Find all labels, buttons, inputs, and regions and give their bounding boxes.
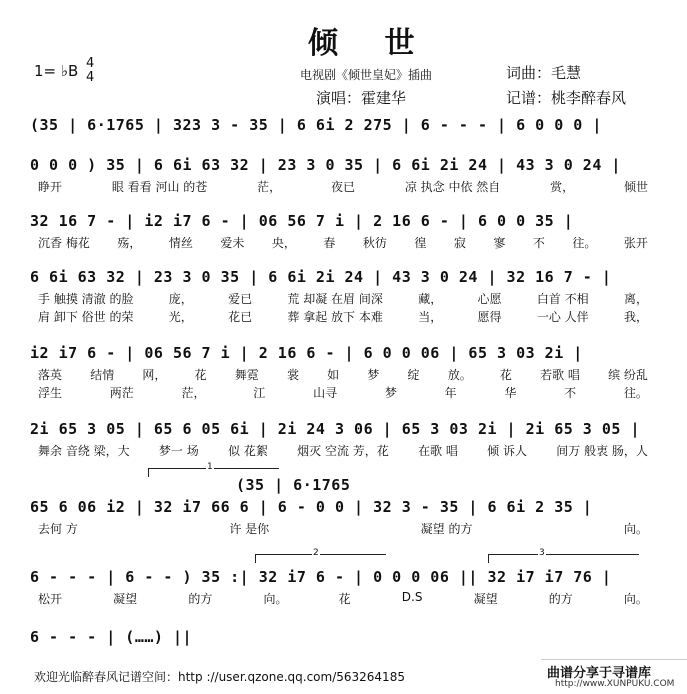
volta-bracket	[488, 554, 639, 563]
lyric-syllable: 放。	[447, 368, 472, 382]
lyric-line	[38, 520, 648, 537]
lyric-syllable: 的方	[548, 592, 573, 606]
volta-label: 3	[539, 548, 545, 558]
lyric-syllable: 凝望 的方	[420, 522, 473, 536]
lyric-syllable: 似 花絮	[228, 444, 268, 458]
lyric-syllable: 倾 诉人	[487, 444, 527, 458]
volta-label: 2	[313, 548, 319, 558]
lyric-syllable: 离，	[623, 292, 648, 306]
overlay-notation: (35 | 6·1765	[236, 476, 351, 494]
lyric-syllable: 落英	[38, 368, 63, 382]
lyric-syllable: 爱未	[220, 236, 245, 250]
lyric-syllable: 去何 方	[38, 522, 78, 536]
lyric-syllable: 寥	[493, 236, 506, 250]
lyric-syllable: 江	[253, 386, 266, 400]
lyric-syllable: 眼 看看 河山 的苍	[111, 180, 208, 194]
lyric-syllable: D.S	[401, 590, 423, 604]
lyric-syllable: 徨	[414, 236, 427, 250]
lyric-line	[38, 366, 648, 383]
lyric-syllable: 愿得	[477, 310, 502, 324]
lyric-syllable: 往。	[623, 386, 648, 400]
lyric-syllable: 我，	[623, 310, 648, 324]
lyric-syllable: 梦	[384, 386, 397, 400]
lyric-line	[38, 442, 648, 459]
lyric-syllable: 缤 纷乱	[608, 368, 648, 382]
lyric-syllable: 网，	[142, 368, 167, 382]
volta-bracket	[255, 554, 386, 563]
song-title: 倾 世	[308, 26, 433, 61]
lyric-syllable: 光，	[168, 310, 193, 324]
notation-row: 0 0 0 ) 35 | 6 6i 63 32 | 23 3 0 35 | 6 6i 2i 24 | 43 3 0 24 |	[30, 156, 621, 174]
lyric-syllable: 向。	[263, 592, 288, 606]
lyricist-composer: 词曲：毛慧	[506, 64, 582, 82]
lyric-syllable: 两茫	[109, 386, 134, 400]
lyric-line	[38, 308, 648, 325]
lyric-syllable: 华	[504, 386, 517, 400]
lyric-syllable: 的方	[188, 592, 213, 606]
lyric-syllable: 茫，	[181, 386, 206, 400]
notation-row: 65 6 06 i2 | 32 i7 66 6 | 6 - 0 0 | 32 3 - 35 | 6 6i 2 35 |	[30, 498, 593, 516]
key-signature: 1= ♭B	[34, 62, 79, 80]
lyric-syllable: 向。	[623, 522, 648, 536]
lyric-syllable: 年	[444, 386, 457, 400]
lyric-syllable: 许 是你	[229, 522, 270, 536]
lyric-syllable: 赏，	[550, 180, 575, 194]
time-signature-bottom: 4	[86, 70, 95, 85]
lyric-line	[38, 178, 648, 195]
lyric-syllable: 白首 不相	[536, 292, 589, 306]
lyric-syllable: 若歌 唱	[540, 368, 580, 382]
lyric-syllable: 凝望	[473, 592, 498, 606]
lyric-syllable: 凝望	[113, 592, 138, 606]
lyric-line	[38, 234, 648, 251]
lyric-line	[38, 290, 648, 307]
lyric-syllable: 浮生	[38, 386, 63, 400]
lyric-syllable: 当，	[418, 310, 443, 324]
lyric-syllable: 秋彷	[362, 236, 387, 250]
lyric-syllable: 葬 拿起 放下 本难	[287, 310, 383, 324]
transcriber: 记谱：桃李醉春风	[506, 89, 627, 107]
lyric-syllable: 向。	[623, 592, 648, 606]
lyric-syllable: 不	[532, 236, 545, 250]
lyric-line	[38, 384, 648, 401]
lyric-syllable: 绽	[407, 368, 420, 382]
lyric-syllable: 夜已	[330, 180, 355, 194]
lyric-syllable: 结情	[90, 368, 115, 382]
volta-label: 1	[207, 462, 213, 472]
time-signature-top: 4	[86, 56, 95, 71]
lyric-line	[38, 590, 648, 607]
lyric-syllable: 舞霓	[234, 368, 259, 382]
lyric-syllable: 沉香 梅花	[38, 236, 90, 250]
lyric-syllable: 荒 却凝 在眉 间深	[287, 292, 383, 306]
lyric-syllable: 寂	[453, 236, 466, 250]
lyric-syllable: 情丝	[168, 236, 193, 250]
lyric-syllable: 花	[338, 592, 351, 606]
notation-row: 6 - - - | 6 - - ) 35 :| 32 i7 6 - | 0 0 0 06 || 32 i7 i7 76 |	[30, 568, 612, 586]
watermark-stamp	[541, 659, 687, 694]
lyric-syllable: 舞余 音绕 梁，大	[38, 444, 130, 458]
lyric-syllable: 如	[327, 368, 340, 382]
lyric-syllable: 倾世	[623, 180, 648, 194]
notation-row: 6 6i 63 32 | 23 3 0 35 | 6 6i 2i 24 | 43 3 0 24 | 32 16 7 - |	[30, 268, 612, 286]
lyric-syllable: 往。	[572, 236, 597, 250]
lyric-syllable: 不	[564, 386, 577, 400]
lyric-syllable: 张开	[623, 236, 648, 250]
lyric-syllable: 山寻	[313, 386, 338, 400]
lyric-syllable: 凉 执念 中依 然自	[404, 180, 501, 194]
stamp-line-1: 曲谱分享于寻谱库	[547, 666, 652, 681]
lyric-syllable: 央，	[271, 236, 296, 250]
lyric-syllable: 裳	[286, 368, 299, 382]
lyric-syllable: 肩 卸下 俗世 的荣	[38, 310, 134, 324]
lyric-syllable: 在歌 唱	[418, 444, 458, 458]
notation-row: i2 i7 6 - | 06 56 7 i | 2 16 6 - | 6 0 0 06 | 65 3 03 2i |	[30, 344, 583, 362]
lyric-syllable: 梦	[367, 368, 380, 382]
lyric-syllable: 花已	[228, 310, 253, 324]
stamp-line-2: http://www.XUNPUKU.COM	[555, 679, 675, 689]
lyric-syllable: 心愿	[477, 292, 502, 306]
singer: 演唱：霍建华	[316, 89, 407, 107]
notation-row: 32 16 7 - | i2 i7 6 - | 06 56 7 i | 2 16 6 - | 6 0 0 35 |	[30, 212, 574, 230]
notation-row: 2i 65 3 05 | 65 6 05 6i | 2i 24 3 06 | 65 3 03 2i | 2i 65 3 05 |	[30, 420, 640, 438]
lyric-syllable: 间万 般衷 肠，人	[556, 444, 648, 458]
lyric-syllable: 茫，	[257, 180, 282, 194]
lyric-syllable: 梦一 场	[158, 444, 199, 458]
lyric-syllable: 睁开	[38, 180, 63, 194]
lyric-syllable: 花	[499, 368, 512, 382]
footer-text: 欢迎光临醉春风记谱空间：http ://user.qzone.qq.com/563264185	[34, 670, 405, 684]
lyric-syllable: 花	[194, 368, 207, 382]
lyric-syllable: 一心 人伴	[536, 310, 589, 324]
notation-row: 6 - - - | (……) ||	[30, 628, 193, 646]
notation-row: (35 | 6·1765 | 323 3 - 35 | 6 6i 2 275 | 6 - - - | 6 0 0 0 |	[30, 116, 602, 134]
lyric-syllable: 庞，	[168, 292, 193, 306]
lyric-syllable: 殇，	[117, 236, 142, 250]
lyric-syllable: 藏，	[418, 292, 443, 306]
lyric-syllable: 春	[323, 236, 336, 250]
lyric-syllable: 手 触摸 清澈 的脸	[38, 292, 134, 306]
subtitle: 电视剧《倾世皇妃》插曲	[300, 68, 433, 82]
lyric-syllable: 松开	[38, 592, 63, 606]
lyric-syllable: 爱已	[228, 292, 253, 306]
lyric-syllable: 烟灭 空流 芳，花	[297, 444, 389, 458]
